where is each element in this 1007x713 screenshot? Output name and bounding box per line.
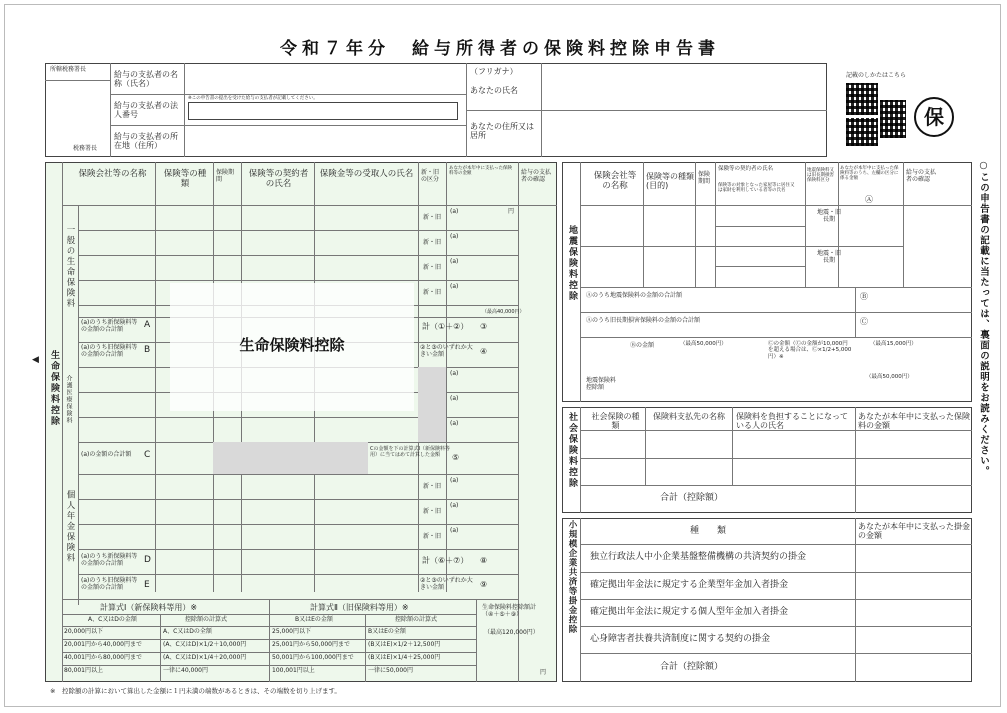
eq-b-amount: Ⓑの金額 [630, 342, 655, 349]
social-col-bearer: 保険料を負担することになっている人の氏名 [736, 412, 848, 431]
calc1-row2-a: 20,001円から40,000円まで [64, 641, 142, 648]
life-col-period: 保険期間 [216, 169, 235, 183]
calc2-row1-b: B又はEの全額 [368, 628, 406, 635]
amount-a-mark: (a) [450, 502, 459, 509]
eq-a-mark: Ⓐ [865, 195, 873, 204]
life-col-new-old: 新・旧の区分 [421, 169, 440, 183]
small-row-1: 独立行政法人中小企業基盤整備機構の共済契約の掛金 [590, 552, 807, 562]
payer-address-label: 給与の支払者の所在地（住所） [114, 132, 178, 151]
eq-deduction-label: 地震保険料控除額 [586, 377, 617, 391]
life-col-company: 保険会社等の名称 [78, 169, 147, 179]
eq-kubun-1[interactable]: 地震・旧長期 [816, 209, 841, 223]
general-life-label: 一般の生命保険料 [65, 225, 75, 309]
row-a-label: (a)のうち新保険料等の金額の合計額 [81, 319, 138, 333]
circle-5: ⑤ [452, 453, 460, 462]
calc2-row4-a: 100,001円以上 [272, 667, 315, 674]
calc2-row2-b: (B又はE)×1/2＋12,500円 [368, 641, 441, 648]
small-total: 合計（控除額） [660, 662, 724, 672]
shin-kyu-3[interactable]: 新・旧 [423, 264, 442, 271]
row-b-label: (a)のうち旧保険料等の金額の合計額 [81, 344, 138, 358]
small-side-label: 小規模企業共済等掛金控除 [567, 520, 577, 634]
payer-number-note: ※この申告書の提出を受けた給与の支払者が記載してください。 [188, 96, 318, 101]
letter-e: E [144, 580, 150, 590]
shin-kyu-1[interactable]: 新・旧 [423, 214, 442, 221]
eq-col-amount: あなたが本年中に支払った保険料等のうち、左欄の区分に係る金額 [840, 166, 899, 182]
your-name-label: あなたの氏名 [470, 86, 518, 95]
form-title: 令和７年分 給与所得者の保険料控除申告書 [280, 39, 720, 59]
eq-col-company: 保険会社等の名称 [593, 171, 637, 191]
shin-kyu-7[interactable]: 新・旧 [423, 533, 442, 540]
eq-col-resident: 保険等の対象となった家屋等に居住又は家財を利用している者等の氏名 [718, 183, 795, 194]
payer-name-label: 給与の支払者の名称（氏名） [114, 70, 178, 89]
office-suffix: 税務署長 [73, 145, 98, 152]
social-col-kind: 社会保険の種類 [591, 412, 640, 431]
calc2-row2-a: 25,001円から50,000円まで [272, 641, 350, 648]
payer-number-label: 給与の支払者の法人番号 [114, 101, 178, 120]
calc1-row3-a: 40,001円から80,000円まで [64, 654, 142, 661]
calc2-row3-b: (B又はE)×1/4＋25,000円 [368, 654, 441, 661]
amount-a-mark: (a) [450, 208, 459, 215]
life-col-type: 保険等の種類 [163, 169, 207, 189]
calc1-row1-b: A、C又はDの全額 [163, 628, 212, 635]
max-40000-1: （最高40,000円） [482, 309, 525, 315]
circle-8: ⑧ [480, 556, 488, 565]
eq-col-contractor: 保険等の契約者の氏名 [718, 166, 774, 172]
sum-68-label: 計（⑥＋⑦） [422, 556, 469, 565]
pension-label: 個人年金保険料 [65, 490, 75, 564]
calc1-head-a: A、C又はDの金額 [88, 616, 137, 623]
calc1-head-b: 控除額の計算式 [185, 616, 228, 623]
shin-kyu-5[interactable]: 新・旧 [423, 483, 442, 490]
footnote: ※ 控除額の計算において算出した金額に１円未満の端数があるときは、その端数を切り上げます。 [50, 687, 341, 695]
social-side-label: 社会保険料控除 [567, 412, 577, 489]
calc2-head-b: 控除額の計算式 [395, 616, 438, 623]
amount-a-mark: (a) [450, 283, 459, 290]
eq-a-total: Ⓐのうち地震保険料の金額の合計額 [586, 292, 683, 299]
row-e-label: (a)のうち旧保険料等の金額の合計額 [81, 577, 138, 591]
qr-code-icon[interactable] [846, 118, 878, 146]
medical-label: 介護医療保険料 [65, 375, 72, 424]
letter-c: C [144, 450, 151, 460]
qr-code-icon[interactable] [880, 100, 906, 138]
small-row-4: 心身障害者扶養共済制度に関する契約の掛金 [590, 634, 771, 644]
small-enterprise-section [562, 518, 972, 682]
qr-caption: 記載のしかたはこちら [846, 72, 907, 79]
max-120000: （最高120,000円） [484, 629, 539, 636]
small-row-3: 確定拠出年金法に規定する個人型年金加入者掛金 [590, 607, 789, 617]
amount-a-mark: (a) [450, 258, 459, 265]
amount-a-mark: (a) [450, 395, 459, 402]
qr-code-icon[interactable] [846, 83, 878, 115]
calc1-row1-a: 20,000円以下 [64, 628, 103, 635]
calc2-row3-a: 50,001円から100,000円まで [272, 654, 354, 661]
yen-mark: 円 [540, 669, 547, 676]
shin-kyu-2[interactable]: 新・旧 [423, 239, 442, 246]
letter-a: A [144, 320, 151, 330]
side-note: ○この申告書の記載に当たっては、裏面の説明をお読みください。 [978, 160, 989, 477]
life-col-confirm: 給与の支払者の確認 [521, 169, 552, 183]
small-col-amount: あなたが本年中に支払った掛金の金額 [858, 522, 970, 541]
eq-max-50000-b: （最高50,000円） [866, 374, 913, 380]
either-larger-1: ②と③のいずれか大きい金額 [420, 344, 473, 358]
eq-max-50000-a: （最高50,000円） [680, 341, 727, 347]
calc2-row4-b: 一律に50,000円 [368, 667, 413, 674]
either-larger-2: ②と③のいずれか大きい金額 [420, 577, 473, 591]
small-col-kind: 種 類 [690, 526, 727, 536]
arrow-left-icon: ◀ [32, 355, 39, 365]
calc1-row4-a: 80,001円以上 [64, 667, 103, 674]
amount-a-mark: (a) [450, 233, 459, 240]
office-label: 所轄税務署長 [50, 66, 87, 73]
calc-c-note: Cの金額を下の計算式Ⅰ（新保険料等用）に当てはめて計算した金額 [370, 446, 450, 458]
eq-col-confirm: 給与の支払者の確認 [906, 169, 937, 183]
social-col-amount: あなたが本年中に支払った保険料の金額 [858, 412, 970, 431]
shin-kyu-6[interactable]: 新・旧 [423, 508, 442, 515]
eq-col-type: 保険等の種類(目的) [646, 172, 694, 191]
life-col-beneficiary: 保険金等の受取人の氏名 [319, 169, 414, 179]
calc1-row3-b: (A、C又はD)×1/4＋20,000円 [163, 654, 247, 661]
circle-4: ④ [480, 347, 488, 356]
eq-max-15000: （最高15,000円） [870, 341, 917, 347]
calc1-row2-b: (A、C又はD)×1/2＋10,000円 [163, 641, 247, 648]
calc1-row4-b: 一律に40,000円 [163, 667, 208, 674]
shaded-cell [418, 367, 446, 442]
social-col-payee: 保険料支払先の名称 [653, 412, 725, 421]
calc-title-2: 計算式Ⅱ（旧保険料等用）※ [310, 603, 409, 612]
eq-kubun-2[interactable]: 地震・旧長期 [816, 250, 841, 264]
furigana-label: （フリガナ） [470, 67, 518, 76]
life-col-contractor: 保険等の契約者の氏名 [248, 169, 309, 189]
amount-a-mark: (a) [450, 527, 459, 534]
corporate-number-field[interactable] [188, 102, 458, 120]
shaded-cell [213, 442, 368, 474]
row-c-label: (a)の金額の合計額 [81, 451, 132, 458]
eq-col-period: 保険期間 [698, 171, 711, 185]
eq-col-kubun: 地震保険料又は旧長期損害保険料区分 [807, 168, 834, 184]
calc2-row1-a: 25,000円以下 [272, 628, 311, 635]
sum-12-label: 計（①＋②） [422, 322, 469, 331]
hoken-stamp: 保 [914, 97, 954, 137]
earthquake-side-label: 地震保険料控除 [567, 225, 577, 302]
letter-d: D [144, 555, 151, 565]
amount-a-mark: (a) [450, 420, 459, 427]
eq-b-total: Ⓐのうち旧長期損害保険料の金額の合計額 [586, 317, 701, 324]
yen-mark: 円 [508, 208, 515, 215]
life-side-label: 生命保険料控除 [49, 350, 59, 427]
calc-title-1: 計算式Ⅰ（新保険料等用）※ [100, 603, 198, 612]
life-overlay-label: 生命保険料控除 [239, 336, 345, 354]
circle-3: ③ [480, 322, 488, 331]
calc2-head-a: B又はEの金額 [295, 616, 333, 623]
row-d-label: (a)のうち新保険料等の金額の合計額 [81, 553, 138, 567]
earthquake-section [562, 162, 972, 402]
small-row-2: 確定拠出年金法に規定する企業型年金加入者掛金 [590, 580, 789, 590]
your-address-label: あなたの住所又は居所 [470, 122, 534, 141]
amount-a-mark: (a) [450, 370, 459, 377]
circle-9: ⑨ [480, 580, 488, 589]
amount-a-mark: (a) [450, 477, 459, 484]
eq-b-mark: Ⓑ [860, 292, 868, 301]
letter-b: B [144, 345, 151, 355]
eq-c-rule: Ⓒの金額（Ⓒの金額が10,000円を超える場合は、Ⓒ×1/2+5,000円）※ [768, 341, 852, 360]
eq-c-mark: Ⓒ [860, 317, 868, 326]
shin-kyu-4[interactable]: 新・旧 [423, 289, 442, 296]
social-total: 合計（控除額） [660, 493, 724, 503]
life-col-amount: あなたが本年中に支払った保険料等の金額 [449, 166, 512, 177]
life-total-label: 生命保険料控除額計（④＋⑤＋⑨） [482, 604, 537, 618]
